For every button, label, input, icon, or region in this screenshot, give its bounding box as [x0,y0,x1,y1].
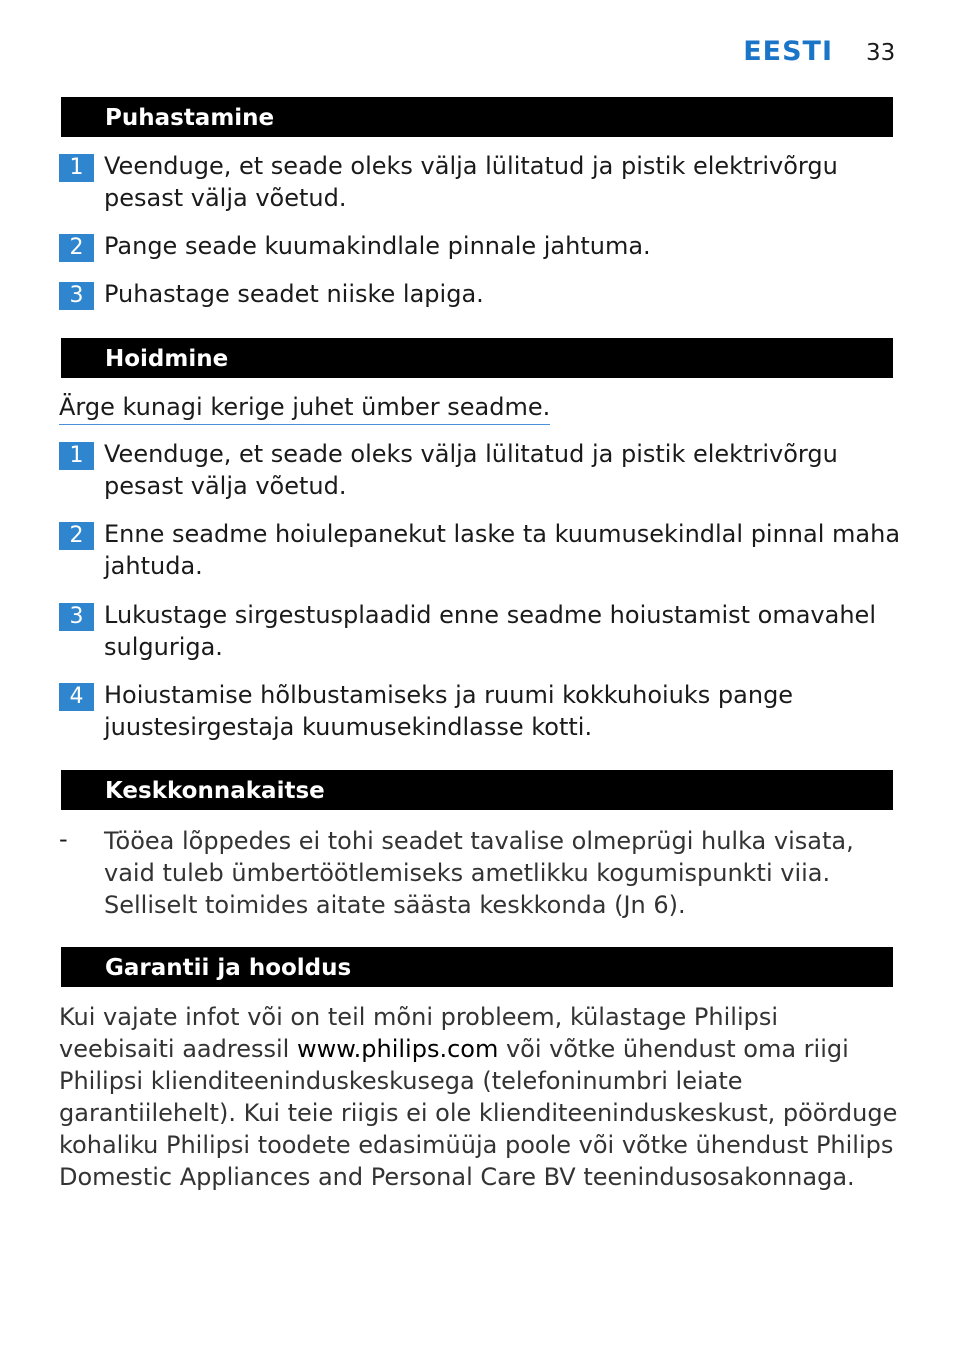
philips-website-link[interactable]: www.philips.com [296,1035,499,1063]
section-heading-environment: Keskkonnakaitse [61,770,893,810]
language-label: EESTI [743,36,833,67]
step-text: Pange seade kuumakindlale pinnale jahtuma. [104,232,651,260]
step-text: Lukustage sirgestusplaadid enne seadme hoiustamist omavahel sulguriga. [104,601,876,661]
step-text: Veenduge, et seade oleks välja lülitatud ja pistik elektrivõrgu pesast välja võetud. [104,440,838,500]
step-text: Veenduge, et seade oleks välja lülitatud ja pistik elektrivõrgu pesast välja võetud. [104,152,838,212]
bullet-dash: - [59,825,68,853]
section-heading-cleaning: Puhastamine [61,97,893,137]
storage-warning-note: Ärge kunagi kerige juhet ümber seadme. [59,392,550,425]
warranty-text-end: või võtke ühendust oma riigi Philipsi klienditeeninduskeskusega (telefoninumbri leiate garantiilehelt). Kui teie riigis ei ole klienditeeninduskeskust, pöörduge kohaliku Philipsi toodete edasimüüja poole või võtke ühendust Philips Domestic Appliances and Personal Care BV teenindusosakonnaga. [59,1035,898,1191]
section-heading-storage: Hoidmine [61,338,893,378]
step-number: 2 [59,234,94,262]
step-number: 1 [59,154,94,182]
section-heading-warranty: Garantii ja hooldus [61,947,893,987]
page-number: 33 [866,40,896,66]
warranty-text-start: Kui vajate infot või on teil mõni probleem, külastage Philipsi veebisaiti aadressil [59,1003,779,1063]
step-number: 3 [59,282,94,310]
step-number: 1 [59,442,94,470]
step-text: Puhastage seadet niiske lapiga. [104,280,484,308]
step-text: Hoiustamise hõlbustamiseks ja ruumi kokkuhoiuks pange juustesirgestaja kuumusekindlasse kotti. [104,681,794,741]
step-number: 2 [59,522,94,550]
step-text: Enne seadme hoiulepanekut laske ta kuumusekindlal pinnal maha jahtuda. [104,520,901,580]
step-number: 4 [59,683,94,711]
environment-bullet-text: Tööea lõppedes ei tohi seadet tavalise olmeprügi hulka visata, vaid tuleb ümbertöötlemiseks ametlikku kogumispunkti viia. Selliselt toimides aitate säästa keskkonda (Jn 6). [104,827,854,919]
warranty-paragraph [59,1001,899,1193]
step-number: 3 [59,603,94,631]
